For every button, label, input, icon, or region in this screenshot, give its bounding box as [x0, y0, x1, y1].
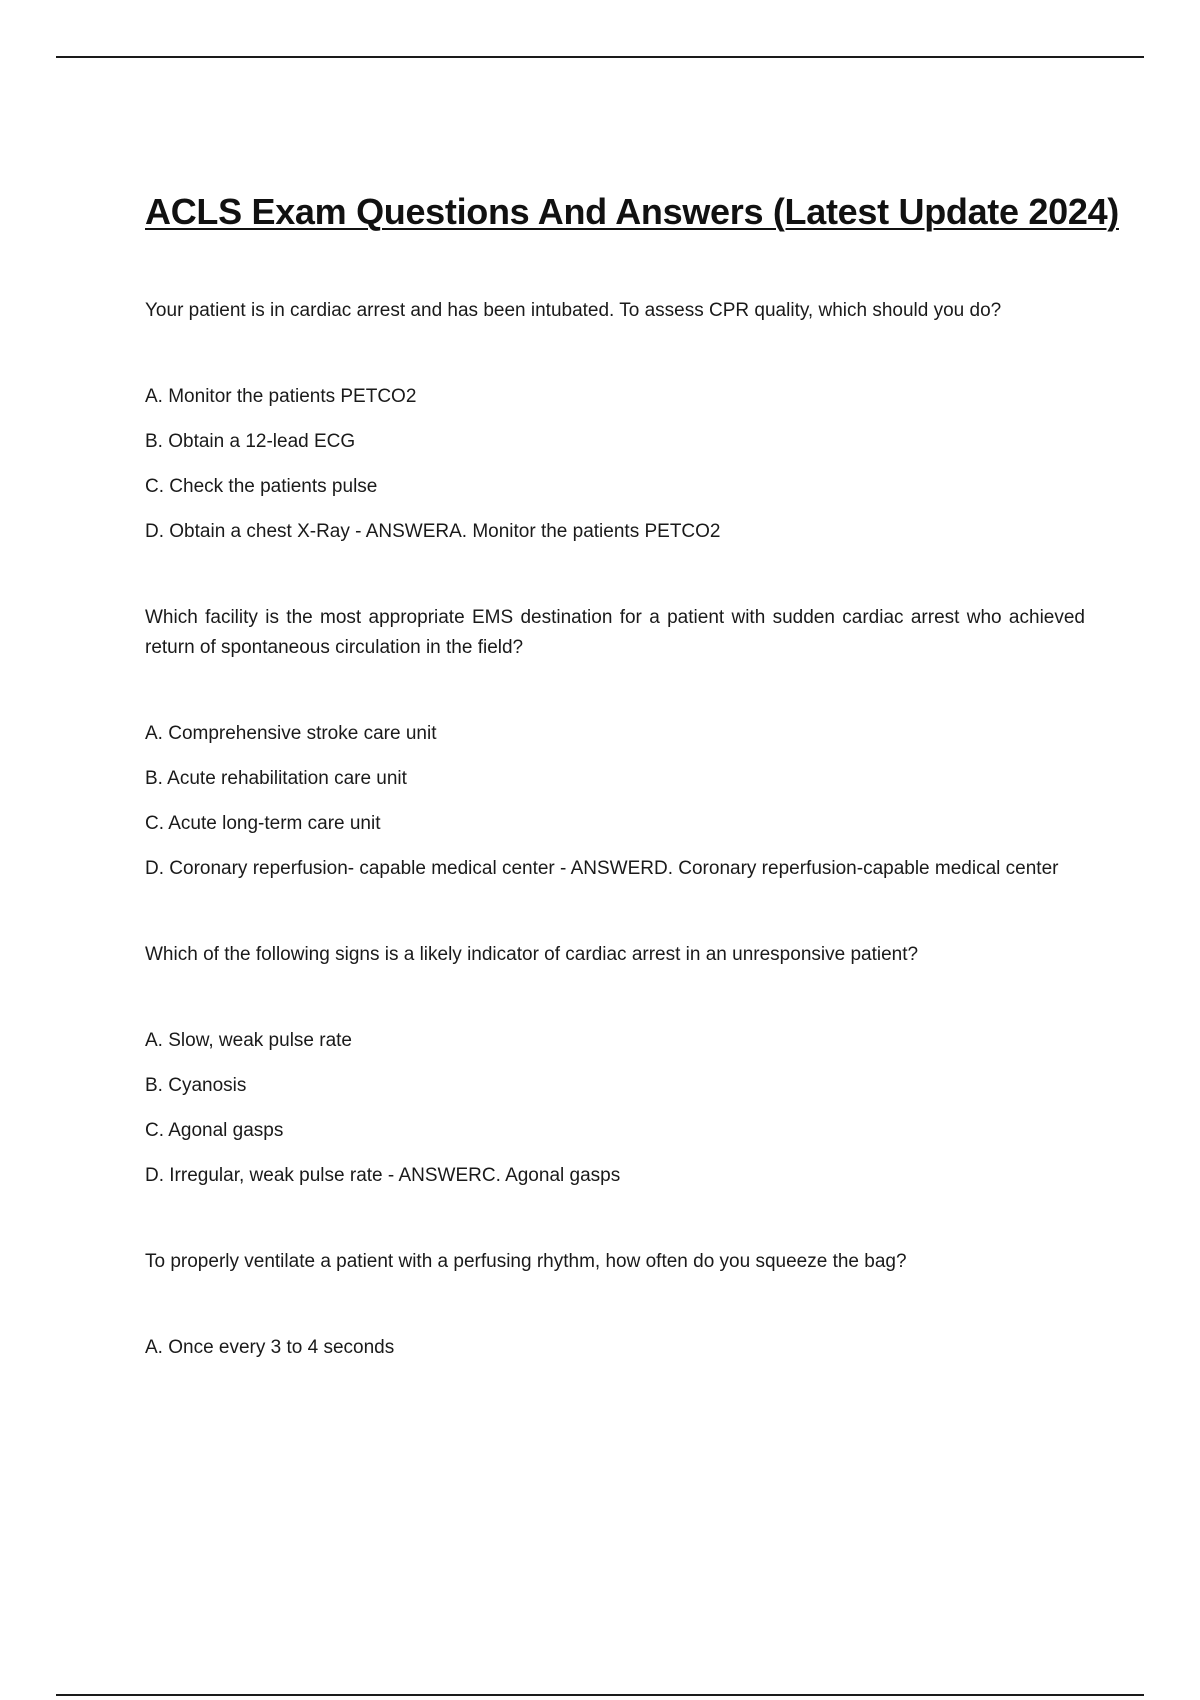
question-text: Your patient is in cardiac arrest and has been intubated. To assess CPR quality, which should you do? [145, 300, 1002, 321]
answer-options [145, 1333, 1085, 1363]
answer-option: B. Cyanosis [145, 1075, 247, 1096]
header-rule [56, 56, 1144, 58]
answer-option: B. Acute rehabilitation care unit [145, 768, 407, 789]
answer-option: C. Check the patients pulse [145, 476, 378, 497]
answer-options [145, 382, 1085, 547]
question-text: Which of the following signs is a likely indicator of cardiac arrest in an unresponsive patient? [145, 944, 919, 965]
question-block [145, 603, 1085, 884]
answer-option: B. Obtain a 12-lead ECG [145, 431, 356, 452]
document-body [145, 190, 1119, 1378]
answer-option: A. Monitor the patients PETCO2 [145, 386, 417, 407]
question-block [145, 1247, 1085, 1363]
answer-option: D. Obtain a chest X-Ray - ANSWERA. Monitor the patients PETCO2 [145, 521, 721, 542]
answer-option: A. Once every 3 to 4 seconds [145, 1337, 395, 1358]
answer-option: D. Coronary reperfusion- capable medical center - ANSWERD. Coronary reperfusion-capable medical center [145, 858, 1059, 879]
answer-option: D. Irregular, weak pulse rate - ANSWERC. Agonal gasps [145, 1165, 621, 1186]
question-text: Which facility is the most appropriate EMS destination for a patient with sudden cardiac arrest who achieved return of spontaneous circulation in the field? [145, 607, 1085, 658]
footer-rule [56, 1694, 1144, 1696]
answer-option: C. Acute long-term care unit [145, 813, 381, 834]
question-text: To properly ventilate a patient with a perfusing rhythm, how often do you squeeze the bag? [145, 1251, 907, 1272]
answer-option: C. Agonal gasps [145, 1120, 284, 1141]
answer-options [145, 1026, 1085, 1191]
question-block [145, 940, 1085, 1191]
answer-option: A. Slow, weak pulse rate [145, 1030, 352, 1051]
question-block [145, 296, 1085, 547]
page-title: ACLS Exam Questions And Answers (Latest Update 2024) [145, 191, 1119, 232]
answer-options [145, 719, 1085, 884]
answer-option: A. Comprehensive stroke care unit [145, 723, 437, 744]
